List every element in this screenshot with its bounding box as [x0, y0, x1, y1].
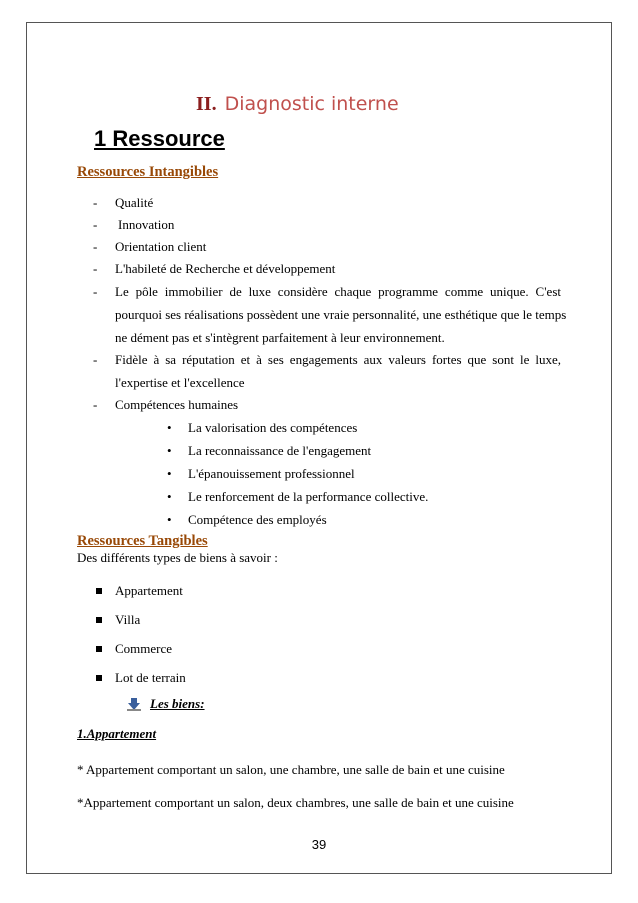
fidele-line-2: l'expertise et l'excellence [115, 375, 245, 390]
fidele-line-1: Fidèle à sa réputation et à ses engagements aux valeurs fortes que sont le luxe, [115, 352, 561, 367]
square-bullet-icon [96, 646, 102, 652]
appartement-line: *Appartement comportant un salon, deux chambres, une salle de bain et une cuisine [77, 795, 514, 810]
tangible-item: Appartement [115, 583, 183, 598]
appartement-heading: 1.Appartement [77, 726, 157, 741]
tangible-item: Villa [115, 612, 141, 627]
section-title [196, 90, 399, 116]
square-bullet-icon [96, 588, 102, 594]
pole-line-2: pourquoi ses réalisations possèdent une vraie personnalité, une esthétique que le temps [115, 307, 567, 322]
page-number: 39 [311, 837, 327, 852]
appartement-line: * Appartement comportant un salon, une chambre, une salle de bain et une cuisine [77, 762, 505, 777]
tangible-item: Lot de terrain [115, 670, 186, 685]
competence-item: • La valorisation des compétences [167, 420, 358, 435]
section-title-text: Diagnostic interne [224, 93, 399, 115]
competence-item: • L'épanouissement professionnel [167, 466, 355, 481]
square-bullet-icon [96, 617, 102, 623]
square-bullet-icon [96, 675, 102, 681]
subheading: 1 Ressource [94, 126, 225, 151]
section-number: II. [196, 93, 217, 115]
pole-line-3: ne dément pas et s'intègrent parfaitement à leur environnement. [115, 330, 445, 345]
competence-item: • La reconnaissance de l'engagement [167, 443, 372, 458]
arrow-down-bullet-icon [127, 697, 141, 711]
tangible-item: Commerce [115, 641, 173, 656]
competence-item: • Compétence des employés [167, 512, 327, 527]
tangibles-intro: Des différents types de biens à savoir : [77, 550, 278, 565]
tangibles-heading: Ressources Tangibles [77, 533, 208, 549]
pole-line-1: Le pôle immobilier de luxe considère chaque programme comme unique. C'est [115, 284, 561, 299]
biens-label: Les biens: [150, 696, 205, 711]
intangibles-heading: Ressources Intangibles [77, 164, 219, 180]
competence-item: • Le renforcement de la performance collective. [167, 489, 429, 504]
